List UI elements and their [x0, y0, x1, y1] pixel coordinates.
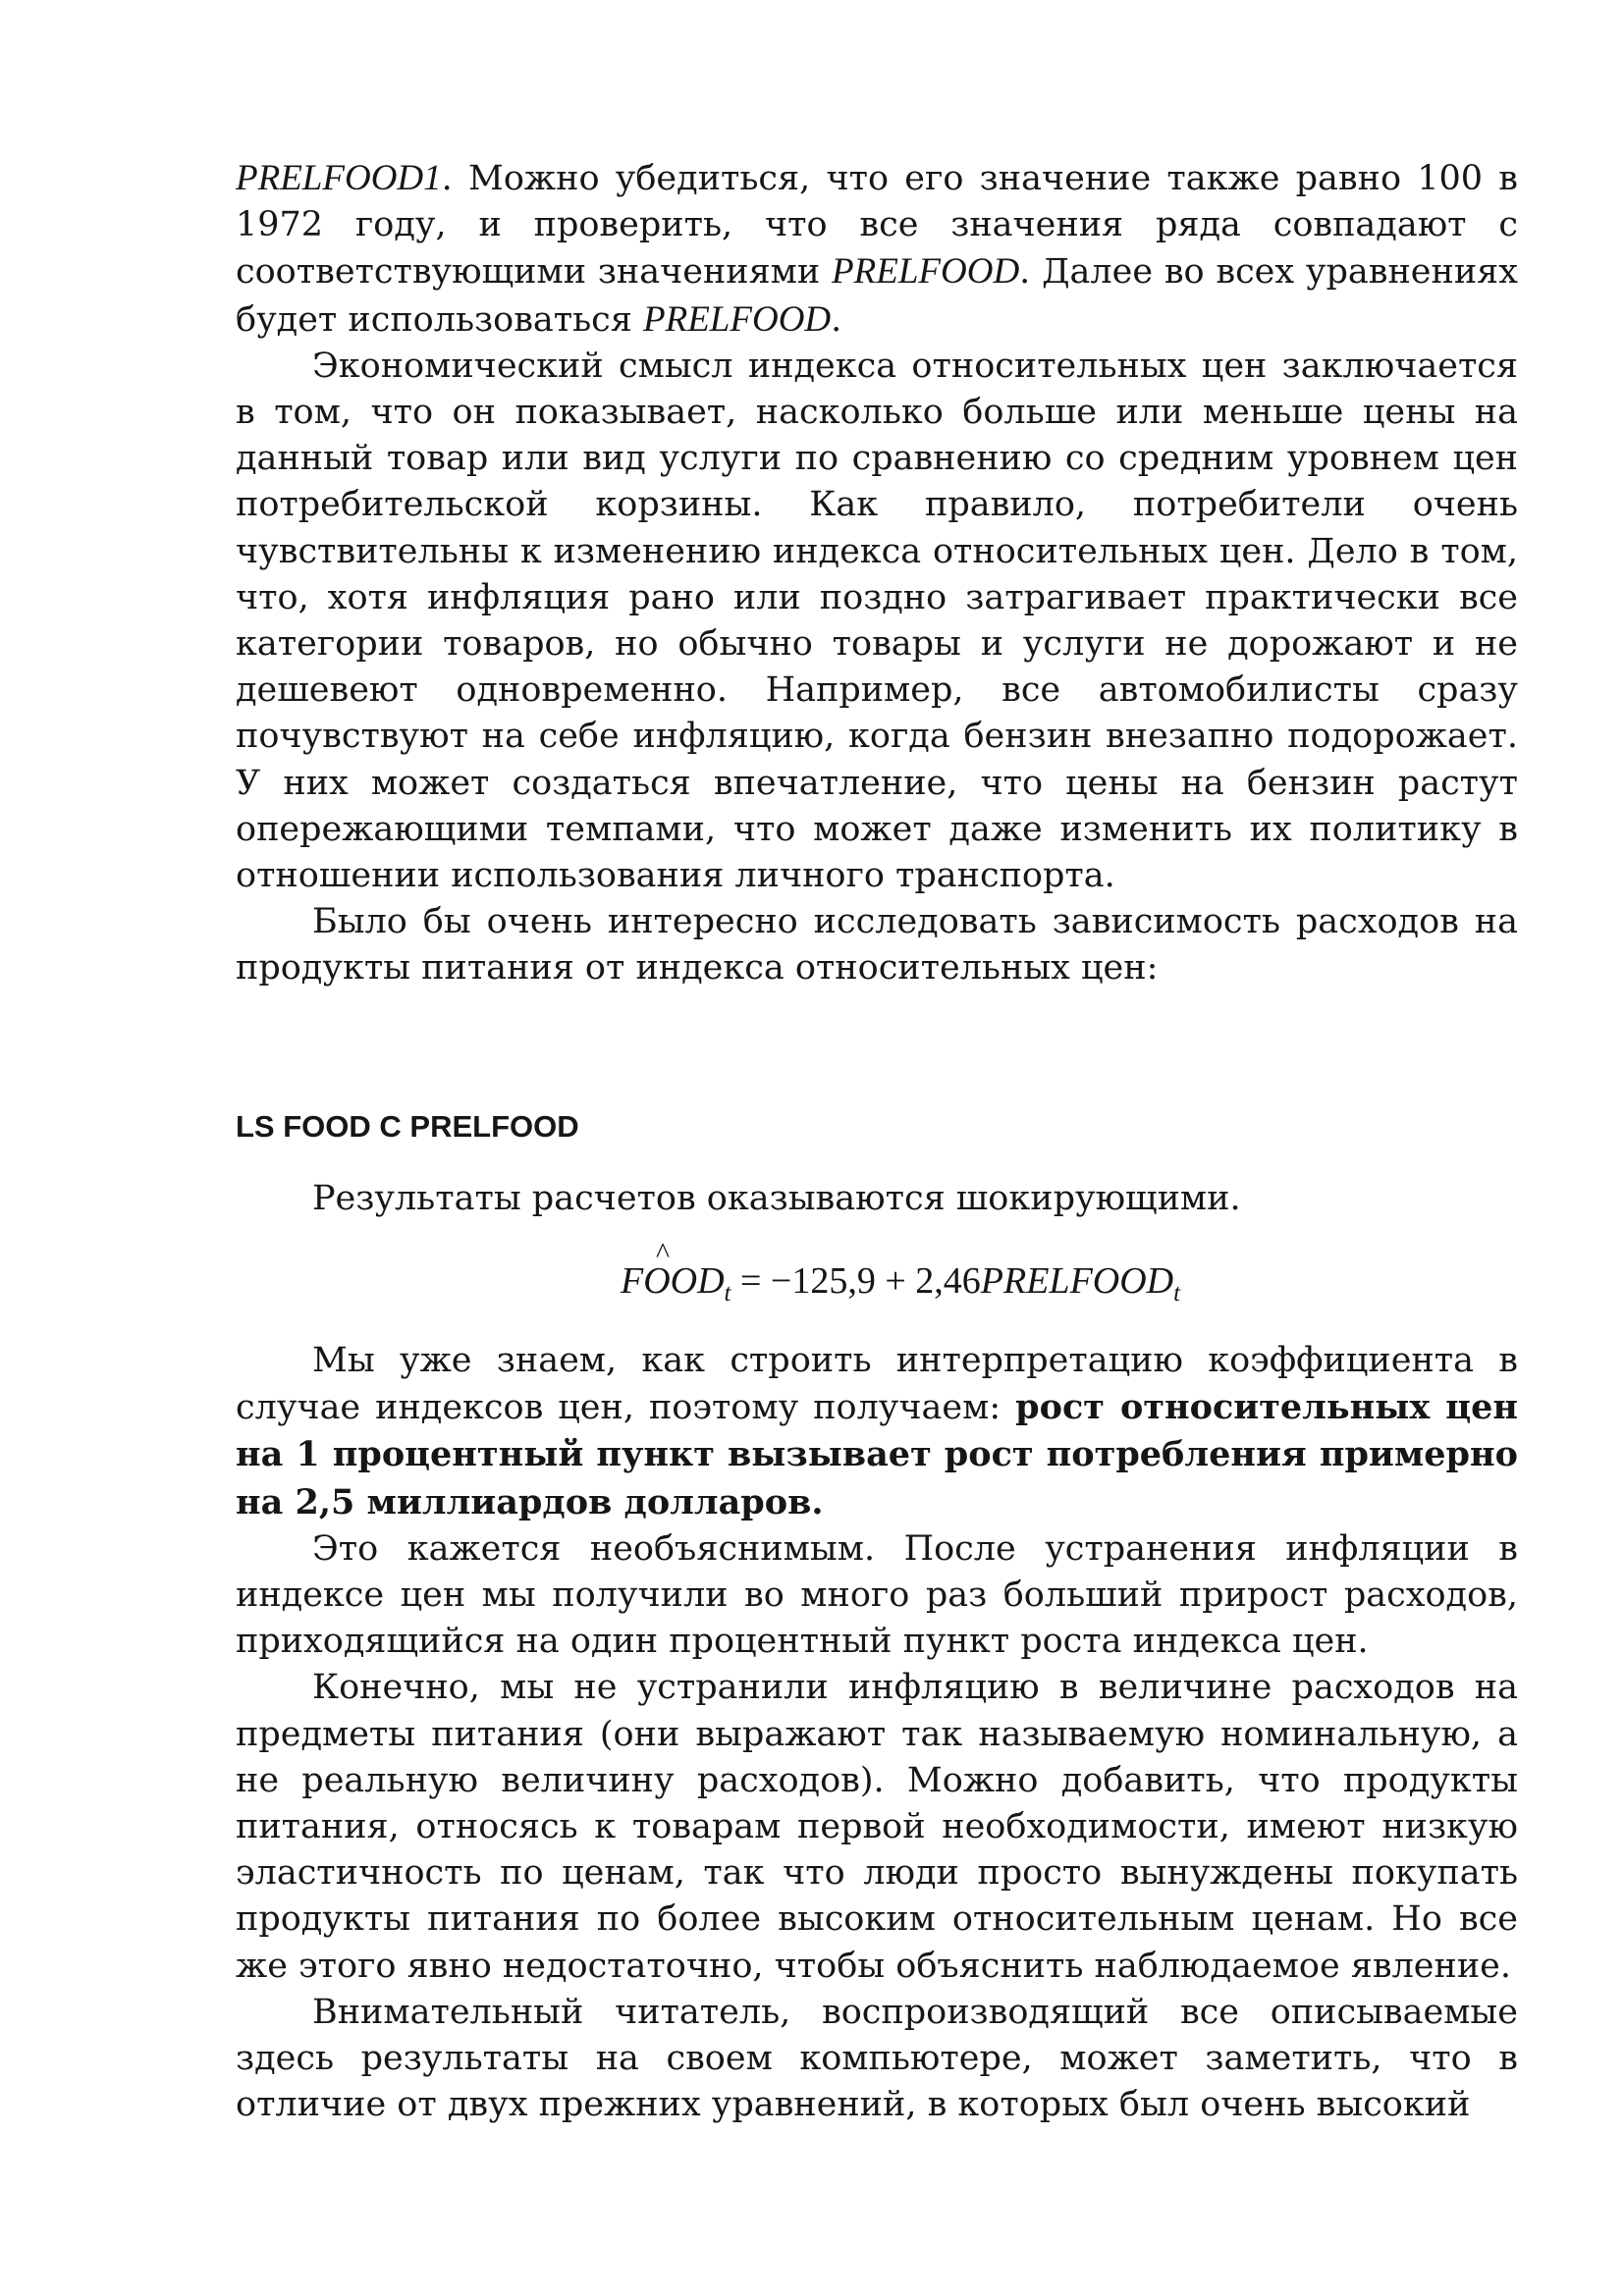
regression-equation	[621, 1237, 1181, 1318]
paragraph-inflation: Конечно, мы не устранили инфляцию в величине расходов на предметы питания (они выражают так называемую номинальную, а не реальную величину расходов). Можно добавить, что продукты питания, относясь к товарам первой необходимости, имеют низкую эластичность по ценам, так что люди просто вынуждены покупать продукты питания по более высоким относительным ценам. Но все же этого явно недостаточно, чтобы объяснить наблюдаемое явление.	[236, 1668, 1518, 1986]
variable-prelfood: PRELFOOD	[832, 251, 1020, 293]
variable-prelfood: PRELFOOD	[980, 1260, 1174, 1302]
paragraph-text: . Далее во всех уравнениях будет использоваться	[236, 252, 1518, 340]
variable-prelfood: PRELFOOD	[643, 298, 832, 340]
regression-command: LS FOOD C PRELFOOD	[236, 1109, 579, 1144]
document-page	[236, 155, 1518, 2125]
equation-coefficients: = −125,9 + 2,46	[731, 1260, 981, 1302]
equation-lhs	[621, 1237, 731, 1318]
paragraph-text: Мы уже знаем, как строить интерпретацию коэффициента в случае индексов цен, поэтому получаем:	[236, 1341, 1518, 1428]
paragraph-attentive-reader: Внимательный читатель, воспроизводящий все описываемые здесь результаты на своем компьютере, может заметить, что в отличие от двух прежних уравнений, в которых был очень высокий	[236, 1992, 1518, 2125]
paragraph-unexplained: Это кажется необъяснимым. После устранения инфляции в индексе цен мы получили во много раз больший прирост расходов, приходящийся на один процентный пункт роста индекса цен.	[236, 1528, 1518, 1662]
variable-food: FOOD	[621, 1260, 725, 1302]
paragraph-text: . Можно убедиться, что его значение также равно 100 в 1972 году, и проверить, что все значения ряда совпадают с соответствующими значениями	[236, 159, 1518, 293]
paragraph-interpretation	[236, 1338, 1518, 1526]
emphasis-conclusion: рост относительных цен на 1 процентный пункт вызывает рост потребления примерно на 2,5 миллиардов долларов.	[236, 1387, 1518, 1522]
paragraph-economic-meaning: Экономический смысл индекса относительных цен заключается в том, что он показывает, насколько больше или меньше цены на данный товар или вид услуги по сравнению со средним уровнем цен потребительской корзины. Как правило, потребители очень чувствительны к изменению индекса относительных цен. Дело в том, что, хотя инфляция рано или поздно затрагивает практически все категории товаров, но обычно товары и услуги не дорожают и не дешевеют одновременно. Например, все автомобилисты сразу почувствуют на себе инфляцию, когда бензин внезапно подорожает. У них может создаться впечатление, что цены на бензин растут опережающими темпами, что может даже изменить их политику в отношении использования личного транспорта.	[236, 346, 1518, 896]
variable-prelfood1: PRELFOOD1	[236, 158, 442, 198]
lower-text-block	[236, 1338, 1518, 2128]
subscript-t: t	[1173, 1280, 1181, 1307]
paragraph-research-intro: Было бы очень интересно исследовать зависимость расходов на продукты питания от индекса относительных цен:	[236, 902, 1518, 988]
paragraph-prelfood1	[236, 155, 1518, 344]
paragraph-text: .	[831, 299, 842, 340]
paragraph-results: Результаты расчетов оказываются шокирующими.	[312, 1179, 1241, 1218]
hat-symbol: ^	[656, 1237, 671, 1269]
subscript-t: t	[724, 1280, 731, 1307]
